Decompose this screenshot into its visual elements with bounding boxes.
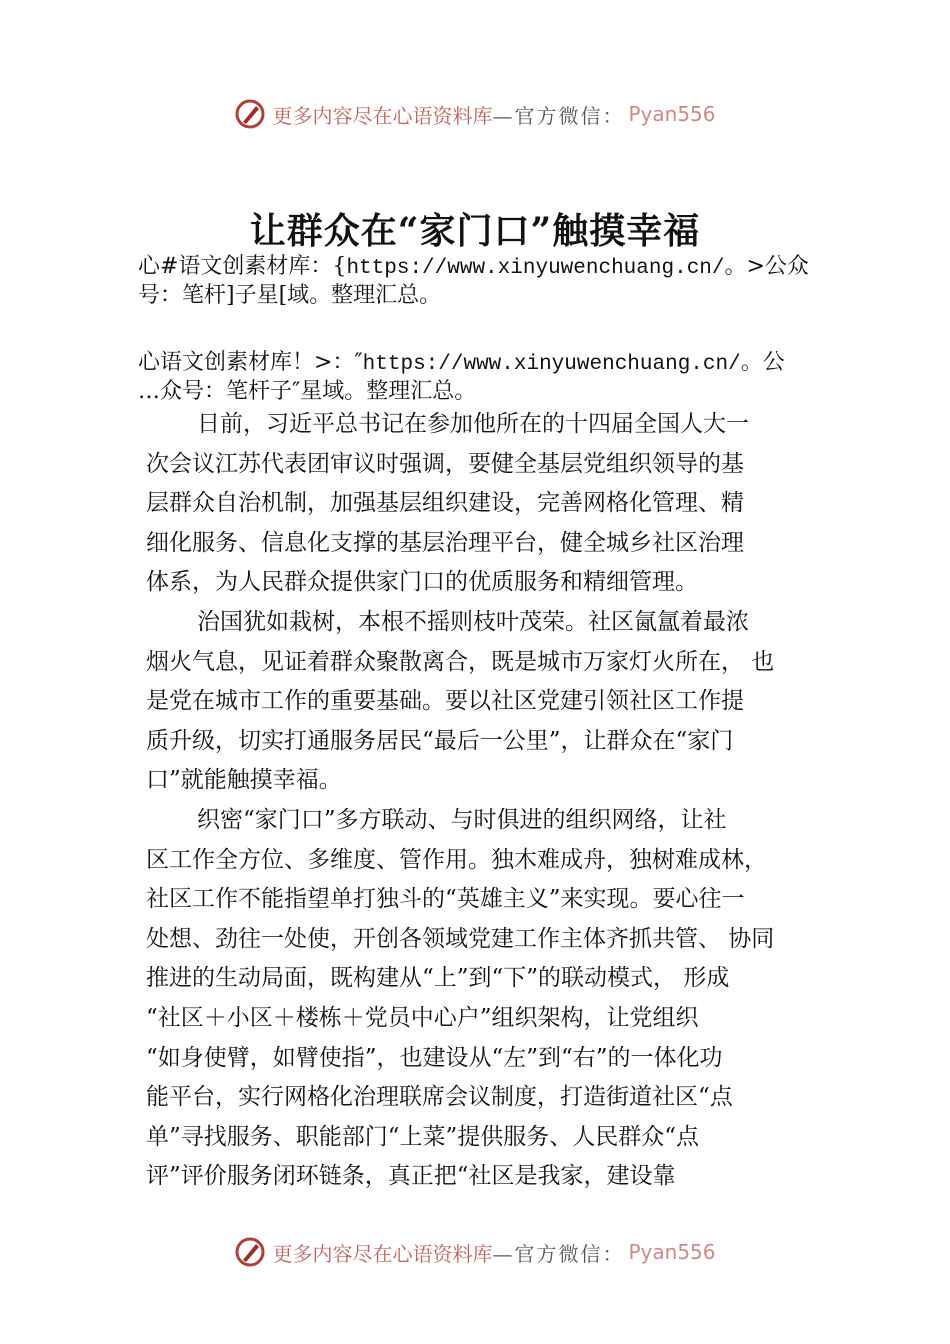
text-line: 烟火气息，见证着群众聚散离合，既是城市万家灯火所在， 也: [146, 648, 775, 675]
banner-gray-text: —官方微信：: [492, 103, 625, 128]
text-line: 质升级，切实打通服务居民“最后一公里”，让群众在“家门: [146, 727, 734, 754]
source-note-line: [138, 252, 809, 283]
source-note-line: [138, 377, 476, 408]
source-url: https://www.xinyuwenchuang.cn/: [346, 257, 725, 280]
paragraph: [146, 603, 826, 801]
text-line: 区工作全方位、多维度、管作用。独木难成舟，独树难成林，: [146, 846, 767, 873]
text-line: 处想、劲往一处使，开创各领域党建工作主体齐抓共管、 协同: [146, 925, 775, 952]
header-banner: [0, 94, 950, 134]
text-line: 推进的生动局面，既构建从“上”到“下”的联动模式， 形成: [146, 965, 730, 992]
text-line: 织密“家门口”多方联动、与时俱进的组织网络，让社: [197, 806, 727, 833]
text-line: 治国犹如栽树，本根不摇则枝叶茂荣。社区氤氲着最浓: [197, 608, 749, 635]
source-text: 。公: [740, 350, 785, 375]
pen-logo-icon: [234, 98, 266, 130]
banner-gray-text: —官方微信：: [492, 1241, 625, 1266]
text-line: “如身使臂，如臂使指”，也建设从“左”到“右”的一体化功: [146, 1044, 723, 1071]
document-title: 让群众在“家门口”触摸幸福: [249, 210, 701, 252]
document-body: [146, 405, 826, 1197]
text-line: 是党在城市工作的重要基础。要以社区党建引领社区工作提: [146, 688, 744, 715]
banner-wechat-id: Pyan556: [628, 102, 716, 126]
paragraph: [146, 405, 826, 603]
text-line: 能平台，实行网格化治理联席会议制度，打造街道社区“点: [146, 1084, 733, 1111]
footer-banner: [0, 1232, 950, 1272]
source-note-line: [138, 281, 441, 312]
banner-wechat-id: Pyan556: [628, 1240, 716, 1264]
text-line: “社区＋小区＋楼栋＋党员中心户”组织架构，让党组织: [146, 1004, 699, 1031]
text-line: 单”寻找服务、职能部门“上菜”提供服务、人民群众“点: [146, 1123, 700, 1150]
source-text: 心#语文创素材库：{: [138, 254, 347, 279]
text-line: 体系，为人民群众提供家门口的优质服务和精细管理。: [146, 569, 698, 596]
paragraph: [146, 801, 826, 1197]
text-line: 日前，习近平总书记在参加他所在的十四届全国人大一: [197, 411, 749, 437]
banner-red-text: 更多内容尽在心语资料库: [272, 1241, 493, 1266]
pen-logo-icon: [234, 1236, 266, 1268]
text-line: 次会议江苏代表团审议时强调，要健全基层党组织领导的基: [146, 450, 744, 477]
source-text: …众号：笔杆子″星域。整理汇总。: [138, 379, 477, 404]
source-text: 。>公众: [724, 254, 809, 279]
text-line: 社区工作不能指望单打独斗的“英雄主义”来实现。要心往一: [146, 886, 745, 913]
source-text: 号：笔杆]子星[域。整理汇总。: [138, 283, 442, 308]
text-line: 评”评价服务闭环链条，真正把“社区是我家，建设靠: [146, 1163, 676, 1190]
source-url: https://www.xinyuwenchuang.cn/: [362, 353, 741, 376]
banner-red-text: 更多内容尽在心语资料库: [272, 103, 493, 128]
text-line: 层群众自治机制，加强基层组织建设，完善网格化管理、精: [146, 490, 744, 517]
source-note-line: [138, 348, 785, 379]
text-line: 口”就能触摸幸福。: [146, 767, 342, 794]
source-text: 心语文创素材库！>：″: [138, 350, 363, 375]
text-line: 细化服务、信息化支撑的基层治理平台，健全城乡社区治理: [146, 529, 744, 556]
